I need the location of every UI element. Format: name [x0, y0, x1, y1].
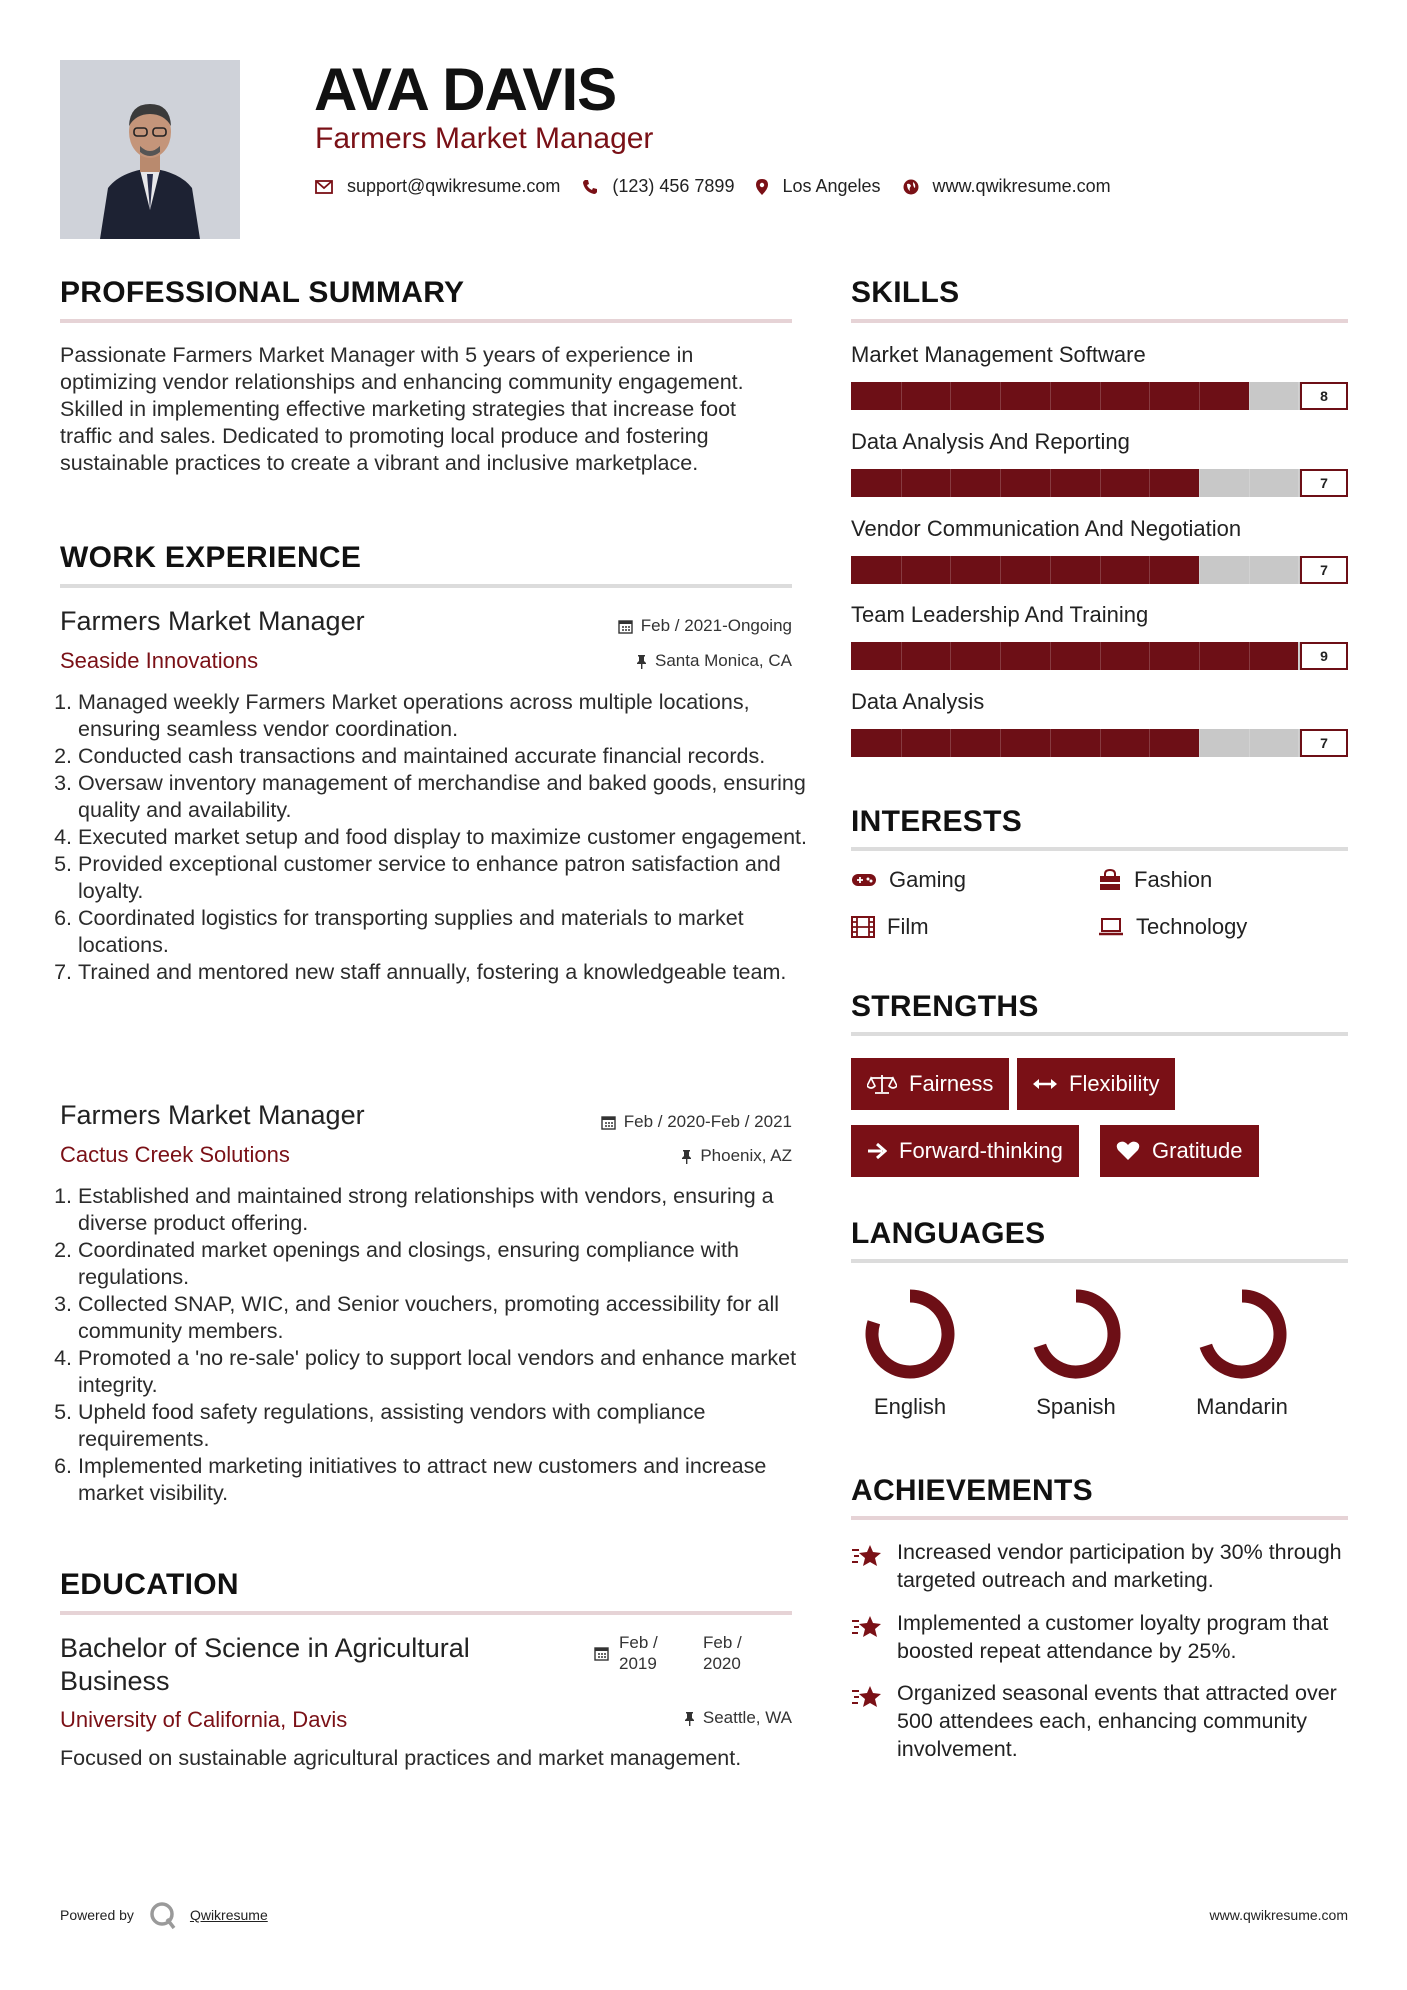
phone-icon [582, 179, 598, 195]
skill-bar-segment [1249, 556, 1250, 584]
skill-bar-segment [1100, 642, 1101, 670]
skill-bar-segment [950, 469, 951, 497]
skill-bar-segment [1149, 469, 1150, 497]
job-2-dates [480, 1112, 792, 1132]
skill-bar-segment [901, 729, 902, 757]
skill-bar-segment [1149, 729, 1150, 757]
job-2-dates-text: Feb / 2020-Feb / 2021 [623, 1112, 792, 1131]
languages-divider [851, 1259, 1348, 1263]
education-location [560, 1708, 792, 1728]
pushpin-icon [681, 1149, 692, 1164]
skill-bar-segment [1050, 556, 1051, 584]
duty-item: 5. Upheld food safety regulations, assisting vendors with compliance requirements. [78, 1399, 808, 1453]
duty-item: 5. Provided exceptional customer service to enhance patron satisfaction and loyalty. [78, 851, 808, 905]
skill-bar-segment [950, 729, 951, 757]
degree-title: Bachelor of Science in Agricultural Business [60, 1633, 470, 1696]
education-description: Focused on sustainable agricultural practices and market management. [60, 1746, 742, 1770]
duty-item: 3. Collected SNAP, WIC, and Senior vouchers, promoting accessibility for all community members. [78, 1291, 808, 1345]
interest-gaming-label: Gaming [889, 867, 967, 892]
interest-technology-label: Technology [1136, 914, 1248, 939]
location-text: Los Angeles [782, 176, 881, 196]
candidate-name: AVA DAVIS [314, 56, 617, 123]
job-1-company: Seaside Innovations [60, 648, 259, 673]
arrow-right-icon [867, 1142, 887, 1160]
skill-bar-segment [1199, 469, 1200, 497]
education-dates [594, 1632, 742, 1674]
pushpin-icon [684, 1711, 695, 1726]
duty-item: 2. Conducted cash transactions and maintained accurate financial records. [78, 743, 808, 770]
skill-bar-segment [1100, 382, 1101, 410]
achievement-text: Increased vendor participation by 30% through targeted outreach and marketing. [897, 1540, 1342, 1592]
skill-bar-segment [1000, 556, 1001, 584]
skill-bar-segment [950, 382, 951, 410]
job-1-dates-text: Feb / 2021-Ongoing [640, 616, 792, 635]
shooting-star-icon [851, 1613, 883, 1639]
language-mandarin-ring [1192, 1284, 1292, 1384]
strength-fairness-label: Fairness [909, 1071, 994, 1096]
education-divider [60, 1611, 792, 1615]
skill-bar-segment [1000, 382, 1001, 410]
interests-heading: INTERESTS [851, 805, 1023, 838]
skill-bar-segment [1199, 382, 1200, 410]
school-name: University of California, Davis [60, 1707, 348, 1732]
achievements-heading: ACHIEVEMENTS [851, 1474, 1093, 1507]
english-proficiency-arc [872, 1296, 948, 1372]
education-start-month: Feb / [619, 1633, 658, 1652]
footer-brand [60, 1900, 268, 1930]
skill-bar-segment [901, 469, 902, 497]
strength-forward-thinking [851, 1125, 1079, 1177]
achievement-item [851, 1679, 1348, 1763]
language-mandarin [1177, 1284, 1307, 1420]
skill-1-label: Market Management Software [851, 342, 1146, 367]
calendar-icon [594, 1646, 609, 1661]
skill-1-bar [851, 382, 1348, 410]
skill-bar-segment [1000, 729, 1001, 757]
job-2-title: Farmers Market Manager [60, 1100, 365, 1130]
duty-item: 4. Executed market setup and food display to maximize customer engagement. [78, 824, 808, 851]
skill-bar-segment [1050, 469, 1051, 497]
skills-divider [851, 319, 1348, 323]
duty-item: 1. Managed weekly Farmers Market operations across multiple locations, ensuring seamless vendor coordination. [78, 689, 808, 743]
email-text: support@qwikresume.com [347, 176, 561, 196]
strength-fairness [851, 1058, 1009, 1110]
job-1-title: Farmers Market Manager [60, 606, 365, 636]
strengths-heading: STRENGTHS [851, 990, 1039, 1023]
mandarin-proficiency-arc [1206, 1296, 1280, 1372]
achievement-item [851, 1609, 1348, 1665]
achievement-text: Implemented a customer loyalty program that boosted repeat attendance by 25%. [897, 1611, 1329, 1663]
job-2-location-text: Phoenix, AZ [700, 1146, 792, 1165]
skill-4-label: Team Leadership And Training [851, 602, 1149, 627]
strength-gratitude [1100, 1125, 1259, 1177]
job-2-duties [60, 1183, 808, 1507]
skill-bar-segment [1149, 556, 1150, 584]
map-pin-icon [756, 179, 768, 195]
summary-heading: PROFESSIONAL SUMMARY [60, 276, 465, 309]
skill-5-level: 7 [1300, 729, 1348, 757]
skill-bar-segment [901, 382, 902, 410]
skill-3-level: 7 [1300, 556, 1348, 584]
skill-2-bar [851, 469, 1348, 497]
job-2-company: Cactus Creek Solutions [60, 1142, 290, 1167]
language-english-label: English [873, 1394, 947, 1419]
skill-bar-segment [1000, 642, 1001, 670]
summary-divider [60, 319, 792, 323]
balance-scale-icon [867, 1073, 897, 1095]
shopping-bag-icon [1098, 869, 1122, 891]
skill-5-fill [851, 729, 1199, 757]
heart-icon [1116, 1141, 1140, 1161]
skill-3-bar [851, 556, 1348, 584]
profile-photo [60, 60, 240, 239]
skill-4-level: 9 [1300, 642, 1348, 670]
job-1-duties [60, 689, 808, 986]
skill-4-fill [851, 642, 1298, 670]
strength-gratitude-label: Gratitude [1152, 1138, 1243, 1163]
skill-bar-segment [1100, 556, 1101, 584]
duty-item: 1. Established and maintained strong relationships with vendors, ensuring a diverse product offering. [78, 1183, 808, 1237]
education-end [703, 1632, 742, 1674]
language-english [845, 1284, 975, 1420]
shooting-star-icon [851, 1683, 883, 1709]
education-end-month: Feb / [703, 1633, 742, 1652]
skill-2-label: Data Analysis And Reporting [851, 429, 1130, 454]
skill-3-label: Vendor Communication And Negotiation [851, 516, 1242, 541]
powered-by-text: Powered by [60, 1907, 134, 1923]
skill-bar-segment [1100, 729, 1101, 757]
skill-bar-segment [950, 642, 951, 670]
contact-location [756, 176, 880, 197]
skill-bar-segment [901, 642, 902, 670]
skill-bar-segment [950, 556, 951, 584]
summary-text: Passionate Farmers Market Manager with 5 years of experience in optimizing vendor relationships and enhancing community engagement. Skilled in implementing effective marketing strategies that increase foot traffic and sales. Dedicated to promoting local produce and fostering sustainable practices to create a vibrant and inclusive marketplace. [60, 343, 744, 475]
language-spanish [1011, 1284, 1141, 1420]
skill-bar-segment [1249, 382, 1250, 410]
candidate-title: Farmers Market Manager [315, 122, 654, 155]
skill-bar-segment [1199, 729, 1200, 757]
strength-flexibility-label: Flexibility [1069, 1071, 1160, 1096]
skill-bar-segment [1199, 556, 1200, 584]
duty-item: 2. Coordinated market openings and closings, ensuring compliance with regulations. [78, 1237, 808, 1291]
arrows-horizontal-icon [1033, 1077, 1057, 1091]
calendar-icon [618, 619, 633, 634]
contact-email[interactable] [315, 176, 560, 197]
contact-website[interactable] [903, 176, 1111, 197]
duty-item: 7. Trained and mentored new staff annually, fostering a knowledgeable team. [78, 959, 808, 986]
achievements-divider [851, 1516, 1348, 1520]
skill-bar-segment [1249, 642, 1250, 670]
experience-heading: WORK EXPERIENCE [60, 541, 362, 574]
qwikresume-link[interactable]: Qwikresume [189, 1907, 268, 1923]
phone-text: (123) 456 7899 [612, 176, 735, 196]
skill-bar-segment [901, 556, 902, 584]
job-1-location-text: Santa Monica, CA [654, 651, 792, 670]
achievement-text: Organized seasonal events that attracted over 500 attendees each, enhancing community involvement. [897, 1681, 1337, 1761]
language-mandarin-label: Mandarin [1196, 1394, 1288, 1419]
education-start-year: 2019 [619, 1654, 657, 1673]
skill-2-fill [851, 469, 1199, 497]
contact-phone[interactable] [582, 176, 734, 197]
interest-film [851, 914, 929, 940]
education-location-text: Seattle, WA [702, 1708, 792, 1727]
globe-icon [903, 179, 919, 195]
job-1-dates [500, 616, 792, 636]
gamepad-icon [851, 872, 877, 888]
job-2-location [500, 1146, 792, 1166]
shooting-star-icon [851, 1542, 883, 1568]
education-heading: EDUCATION [60, 1568, 239, 1601]
skill-bar-segment [1050, 729, 1051, 757]
pushpin-icon [636, 654, 647, 669]
website-text: www.qwikresume.com [932, 176, 1111, 196]
language-spanish-label: Spanish [1036, 1394, 1116, 1419]
strength-forward-thinking-label: Forward-thinking [899, 1138, 1063, 1163]
envelope-icon [315, 180, 333, 194]
contact-bar [315, 176, 1133, 197]
experience-divider [60, 584, 792, 588]
education-start [619, 1632, 703, 1674]
skills-heading: SKILLS [851, 276, 960, 309]
duty-item: 3. Oversaw inventory management of merchandise and baked goods, ensuring quality and availability. [78, 770, 808, 824]
interest-gaming [851, 867, 966, 893]
film-icon [851, 916, 875, 938]
interest-film-label: Film [887, 914, 929, 939]
skill-3-fill [851, 556, 1199, 584]
strengths-divider [851, 1032, 1348, 1036]
duty-item: 6. Coordinated logistics for transporting supplies and materials to market locations. [78, 905, 808, 959]
qwikresume-logo-icon [148, 1900, 178, 1930]
skill-bar-segment [1149, 382, 1150, 410]
interests-divider [851, 847, 1348, 851]
education-end-year: 2020 [703, 1654, 741, 1673]
interest-technology [1098, 914, 1247, 940]
skill-bar-segment [1249, 469, 1250, 497]
strength-flexibility [1017, 1058, 1175, 1110]
duty-item: 6. Implemented marketing initiatives to attract new customers and increase market visibility. [78, 1453, 808, 1507]
skill-bar-segment [1149, 642, 1150, 670]
skill-bar-segment [1050, 642, 1051, 670]
job-1-location [500, 651, 792, 671]
languages-heading: LANGUAGES [851, 1217, 1046, 1250]
language-english-ring [860, 1284, 960, 1384]
interest-fashion [1098, 867, 1212, 893]
skill-5-bar [851, 729, 1348, 757]
footer-url[interactable]: www.qwikresume.com [1209, 1907, 1348, 1923]
skill-bar-segment [1000, 469, 1001, 497]
skill-4-bar [851, 642, 1348, 670]
skill-bar-segment [1249, 729, 1250, 757]
skill-bar-segment [1050, 382, 1051, 410]
skill-bar-segment [1199, 642, 1200, 670]
laptop-icon [1098, 918, 1124, 936]
skill-2-level: 7 [1300, 469, 1348, 497]
achievement-item [851, 1538, 1348, 1594]
interest-fashion-label: Fashion [1134, 867, 1213, 892]
spanish-proficiency-arc [1040, 1296, 1114, 1372]
skill-bar-segment [1100, 469, 1101, 497]
skill-5-label: Data Analysis [851, 689, 985, 714]
person-photo-icon [60, 60, 240, 239]
calendar-icon [601, 1115, 616, 1130]
skill-1-level: 8 [1300, 382, 1348, 410]
language-spanish-ring [1026, 1284, 1126, 1384]
duty-item: 4. Promoted a 'no re-sale' policy to support local vendors and enhance market integrity. [78, 1345, 808, 1399]
